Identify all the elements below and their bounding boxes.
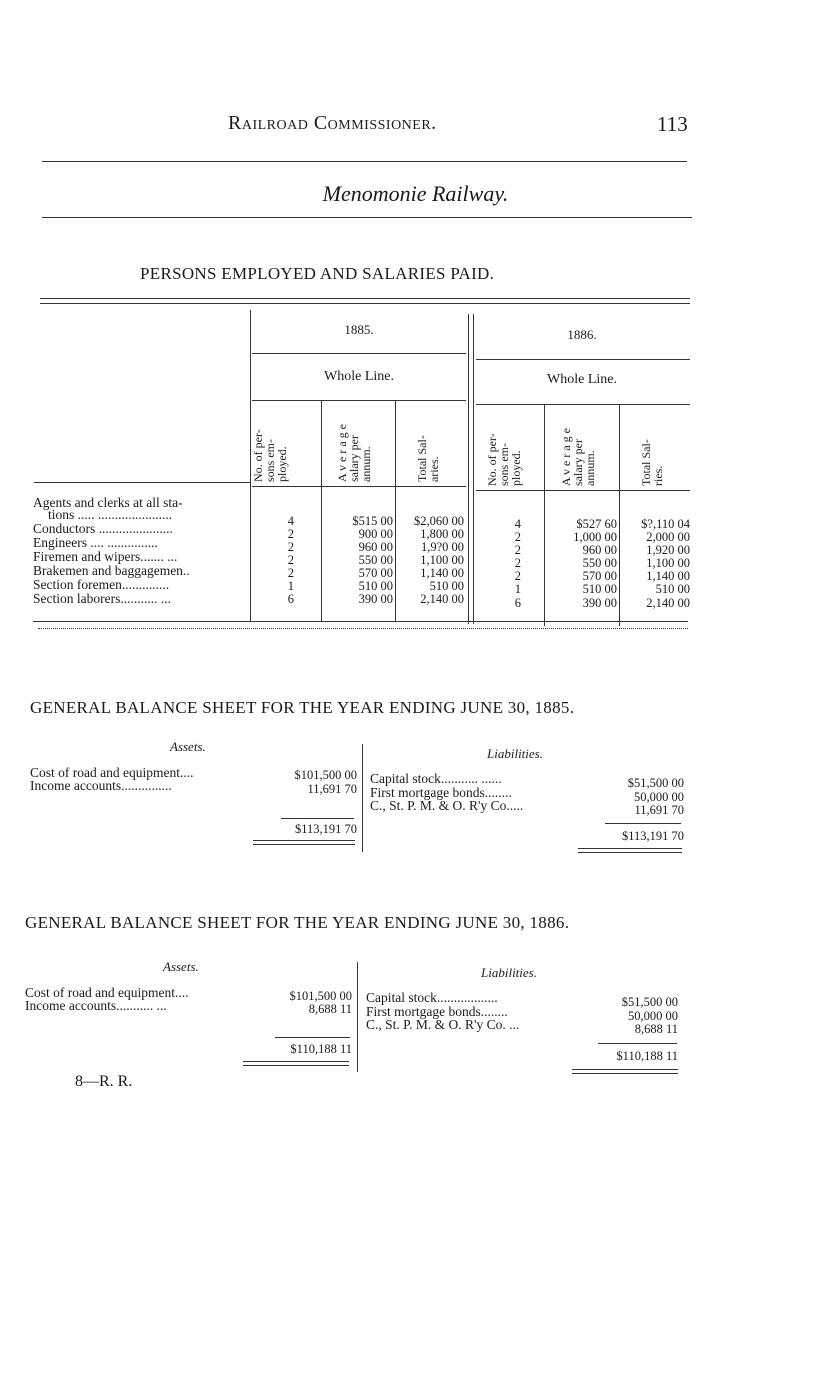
- liability-label: Capital stock........... ......: [370, 771, 502, 786]
- col-head-total-1886: Total Sal- ries.: [639, 439, 665, 486]
- rule: [275, 1037, 350, 1038]
- cell-persons-1885: 2: [287, 527, 294, 541]
- cell-avg-1885: $515 00: [352, 514, 393, 528]
- cell-avg-1885: 390 00: [358, 592, 393, 606]
- cell-avg-1885: 550 00: [358, 553, 393, 567]
- cell-persons-1886: 2: [514, 543, 521, 557]
- rule: [243, 1061, 349, 1062]
- table-bottom-rule: [33, 621, 688, 622]
- col-rule: [473, 314, 474, 624]
- cell-avg-1886: 550 00: [582, 556, 617, 570]
- col-head-persons-1886: No. of per- sons em- ployed.: [485, 433, 523, 486]
- cell-persons-1885: 2: [287, 566, 294, 580]
- cell-avg-1885: 960 00: [358, 540, 393, 554]
- cell-persons-1885: 6: [287, 592, 294, 606]
- cell-avg-1885: 570 00: [358, 566, 393, 580]
- asset-value: 8,688 11: [308, 1002, 352, 1016]
- rule: [252, 400, 466, 401]
- rule: [476, 359, 690, 360]
- col-rule: [619, 404, 620, 626]
- cell-total-1886: 1,920 00: [646, 543, 690, 557]
- cell-persons-1886: 1: [514, 582, 521, 596]
- cell-total-1886: $?,110 04: [641, 517, 690, 531]
- rule: [42, 217, 692, 218]
- row-label: Section laborers........... ...: [33, 591, 171, 606]
- cell-persons-1886: 2: [514, 530, 521, 544]
- col-rule: [362, 744, 363, 852]
- liability-label: First mortgage bonds........: [366, 1004, 508, 1019]
- col-rule: [468, 314, 469, 624]
- col-head-avg-1886: A v e r a g e salary per annum.: [559, 428, 597, 486]
- year-1886: 1886.: [567, 327, 597, 342]
- row-label: Agents and clerks at all sta-: [33, 495, 183, 510]
- asset-label: Income accounts...............: [30, 778, 172, 793]
- rule: [578, 848, 682, 849]
- rule: [605, 823, 681, 824]
- whole-line-1886: Whole Line.: [547, 372, 617, 387]
- cell-total-1885: 1,100 00: [420, 553, 464, 567]
- row-label: Conductors ......................: [33, 521, 173, 536]
- rule: [243, 1065, 349, 1066]
- assets-heading: Assets.: [163, 959, 199, 974]
- page-number: 113: [657, 112, 688, 136]
- railway-name: Menomonie Railway.: [322, 181, 509, 206]
- liability-value: 50,000 00: [628, 1009, 678, 1023]
- row-label: Brakemen and baggagemen..: [33, 563, 190, 578]
- liabilities-total: $110,188 11: [616, 1049, 678, 1063]
- row-label: Section foremen..............: [33, 577, 170, 592]
- rule: [476, 404, 690, 405]
- col-rule: [544, 404, 545, 626]
- col-head-persons-1885: No. of per- sons em- ployed.: [251, 429, 289, 482]
- liability-value: $51,500 00: [621, 995, 678, 1009]
- col-head-avg-1885: A v e r a g e salary per annum.: [335, 424, 373, 482]
- liabilities-heading: Liabilities.: [487, 746, 543, 761]
- liabilities-heading: Liabilities.: [481, 965, 537, 980]
- assets-total: $110,188 11: [290, 1042, 352, 1056]
- asset-value: $101,500 00: [289, 989, 352, 1003]
- rule: [572, 1073, 678, 1074]
- rule: [578, 852, 682, 853]
- liability-label: C., St. P. M. & O. R'y Co.....: [370, 798, 524, 813]
- liability-value: 50,000 00: [634, 790, 684, 804]
- cell-avg-1885: 510 00: [358, 579, 393, 593]
- cell-avg-1886: 510 00: [582, 582, 617, 596]
- assets-total: $113,191 70: [294, 822, 357, 836]
- liability-value: 11,691 70: [634, 803, 684, 817]
- rule: [252, 486, 466, 487]
- table-top-rule: [40, 298, 690, 299]
- rule: [42, 161, 687, 162]
- whole-line-1885: Whole Line.: [324, 369, 394, 384]
- rule: [253, 840, 355, 841]
- running-head: [0, 112, 831, 142]
- cell-total-1885: 1,800 00: [420, 527, 464, 541]
- employees-title: PERSONS EMPLOYED AND SALARIES PAID.: [140, 264, 495, 283]
- cell-persons-1886: 2: [514, 569, 521, 583]
- cell-persons-1885: 2: [287, 553, 294, 567]
- col-rule: [357, 962, 358, 1072]
- table-top-rule: [40, 303, 690, 304]
- cell-total-1886: 2,000 00: [646, 530, 690, 544]
- cell-avg-1886: $527 60: [576, 517, 617, 531]
- table-bottom-rule: [38, 628, 688, 629]
- rule: [252, 353, 466, 354]
- col-head-total-1885: Total Sal- aries.: [415, 435, 441, 482]
- cell-total-1885: $2,060 00: [414, 514, 464, 528]
- cell-avg-1886: 570 00: [582, 569, 617, 583]
- rule: [598, 1043, 677, 1044]
- assets-heading: Assets.: [170, 739, 206, 754]
- asset-value: 11,691 70: [307, 782, 357, 796]
- cell-persons-1885: 4: [287, 514, 294, 528]
- row-label: tions ..... ......................: [48, 507, 173, 522]
- rule: [253, 844, 355, 845]
- asset-label: Cost of road and equipment....: [25, 985, 189, 1000]
- cell-avg-1886: 390 00: [582, 596, 617, 610]
- cell-total-1886: 2,140 00: [646, 596, 690, 610]
- liability-value: 8,688 11: [634, 1022, 678, 1036]
- cell-total-1886: 1,140 00: [646, 569, 690, 583]
- balance-1885-title: GENERAL BALANCE SHEET FOR THE YEAR ENDING JUNE 30, 1885.: [30, 698, 575, 717]
- row-label: Engineers .... ...............: [33, 535, 158, 550]
- rule: [34, 482, 250, 483]
- cell-avg-1886: 960 00: [582, 543, 617, 557]
- balance-1886-title: GENERAL BALANCE SHEET FOR THE YEAR ENDING JUNE 30, 1886.: [25, 913, 570, 932]
- cell-persons-1885: 2: [287, 540, 294, 554]
- running-title: Railroad Commissioner.: [228, 112, 437, 134]
- asset-label: Cost of road and equipment....: [30, 765, 194, 780]
- cell-total-1886: 510 00: [655, 582, 690, 596]
- liability-label: First mortgage bonds........: [370, 785, 512, 800]
- signature-mark: 8—R. R.: [75, 1073, 133, 1090]
- row-label: Firemen and wipers....... ...: [33, 549, 178, 564]
- cell-persons-1885: 1: [287, 579, 294, 593]
- liability-value: $51,500 00: [627, 776, 684, 790]
- cell-total-1885: 1,9?0 00: [420, 540, 464, 554]
- cell-total-1885: 1,140 00: [420, 566, 464, 580]
- liability-label: C., St. P. M. & O. R'y Co. ...: [366, 1017, 520, 1032]
- liabilities-total: $113,191 70: [621, 829, 684, 843]
- asset-value: $101,500 00: [294, 768, 357, 782]
- cell-persons-1886: 2: [514, 556, 521, 570]
- cell-avg-1885: 900 00: [358, 527, 393, 541]
- cell-persons-1886: 6: [514, 596, 521, 610]
- cell-persons-1886: 4: [514, 517, 521, 531]
- cell-total-1885: 2,140 00: [420, 592, 464, 606]
- cell-total-1886: 1,100 00: [646, 556, 690, 570]
- rule: [281, 818, 354, 819]
- cell-total-1885: 510 00: [429, 579, 464, 593]
- year-1885: 1885.: [344, 322, 374, 337]
- liability-label: Capital stock..................: [366, 990, 498, 1005]
- rule: [476, 490, 690, 491]
- cell-avg-1886: 1,000 00: [573, 530, 617, 544]
- asset-label: Income accounts........... ...: [25, 998, 167, 1013]
- rule: [572, 1069, 678, 1070]
